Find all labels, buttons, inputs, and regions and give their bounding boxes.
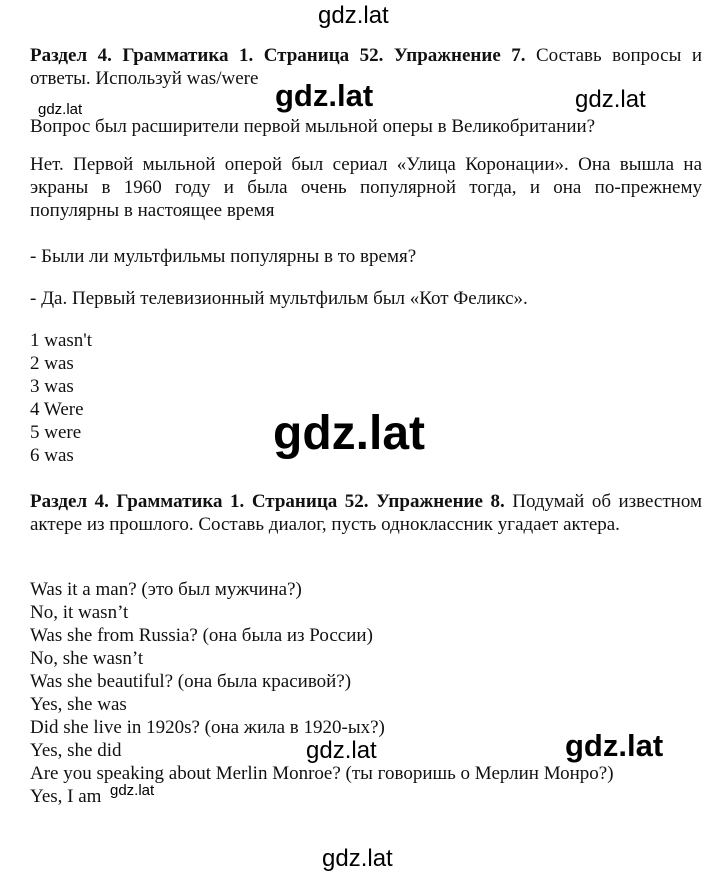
- exercise7-dialog-2: - Да. Первый телевизионный мультфильм был «Кот Феликс».: [30, 288, 528, 309]
- dialog-line: Yes, I am: [30, 786, 102, 807]
- dialog-line: Yes, she was: [30, 694, 127, 715]
- answer-item: 4 Were: [30, 399, 84, 420]
- answer-item: 3 was: [30, 376, 74, 397]
- watermark-lower-right-bold: gdz.lat: [565, 728, 664, 763]
- answer-item: 2 was: [30, 353, 74, 374]
- dialog-line: No, it wasn’t: [30, 602, 129, 623]
- dialog-line: No, she wasn’t: [30, 648, 144, 669]
- watermark-center-bold: gdz.lat: [275, 78, 374, 113]
- dialog-line: Did she live in 1920s? (она жила в 1920-ых?): [30, 717, 385, 738]
- answer-item: 6 was: [30, 445, 74, 466]
- exercise7-heading-rest: Составь вопросы и ответы. Используй was/were: [30, 45, 702, 89]
- dialog-line: Are you speaking about Merlin Monroe? (ты говоришь о Мерлин Монро?): [30, 763, 614, 784]
- answer-item: 5 were: [30, 422, 82, 443]
- watermark-left-small: gdz.lat: [38, 101, 83, 118]
- dialog-line: Yes, she did: [30, 740, 122, 761]
- answer-item: 1 wasn't: [30, 330, 93, 351]
- exercise7-heading-bold: Раздел 4. Грамматика 1. Страница 52. Упражнение 7.: [30, 45, 526, 66]
- watermark-middle-big: gdz.lat: [273, 407, 425, 460]
- watermark-top: gdz.lat: [318, 2, 389, 29]
- exercise7-answer: Нет. Первой мыльной оперой был сериал «Улица Коронации». Она вышла на экраны в 1960 году и была очень популярной тогда, и она по-прежнему популярны в настоящее время: [30, 154, 702, 221]
- exercise8-heading-rest: Подумай об известном актере из прошлого. Составь диалог, пусть одноклассник угадает актера.: [30, 491, 703, 535]
- exercise7-dialog-1: - Были ли мультфильмы популярны в то время?: [30, 246, 417, 267]
- dialog-line: Was it a man? (это был мужчина?): [30, 579, 302, 600]
- dialog-line: Was she from Russia? (она была из России): [30, 625, 373, 646]
- exercise8-dialog: [30, 578, 702, 808]
- watermark-lower-center: gdz.lat: [306, 737, 377, 764]
- watermark-bottom: gdz.lat: [322, 845, 393, 872]
- watermark-after-answer: gdz.lat: [110, 782, 155, 799]
- exercise8-heading-bold: Раздел 4. Грамматика 1. Страница 52. Упражнение 8.: [30, 491, 505, 512]
- exercise8-heading: [30, 490, 702, 536]
- exercise7-question: Вопрос был расширители первой мыльной оперы в Великобритании?: [30, 116, 596, 137]
- dialog-line: Was she beautiful? (она была красивой?): [30, 671, 352, 692]
- watermark-right: gdz.lat: [575, 86, 646, 113]
